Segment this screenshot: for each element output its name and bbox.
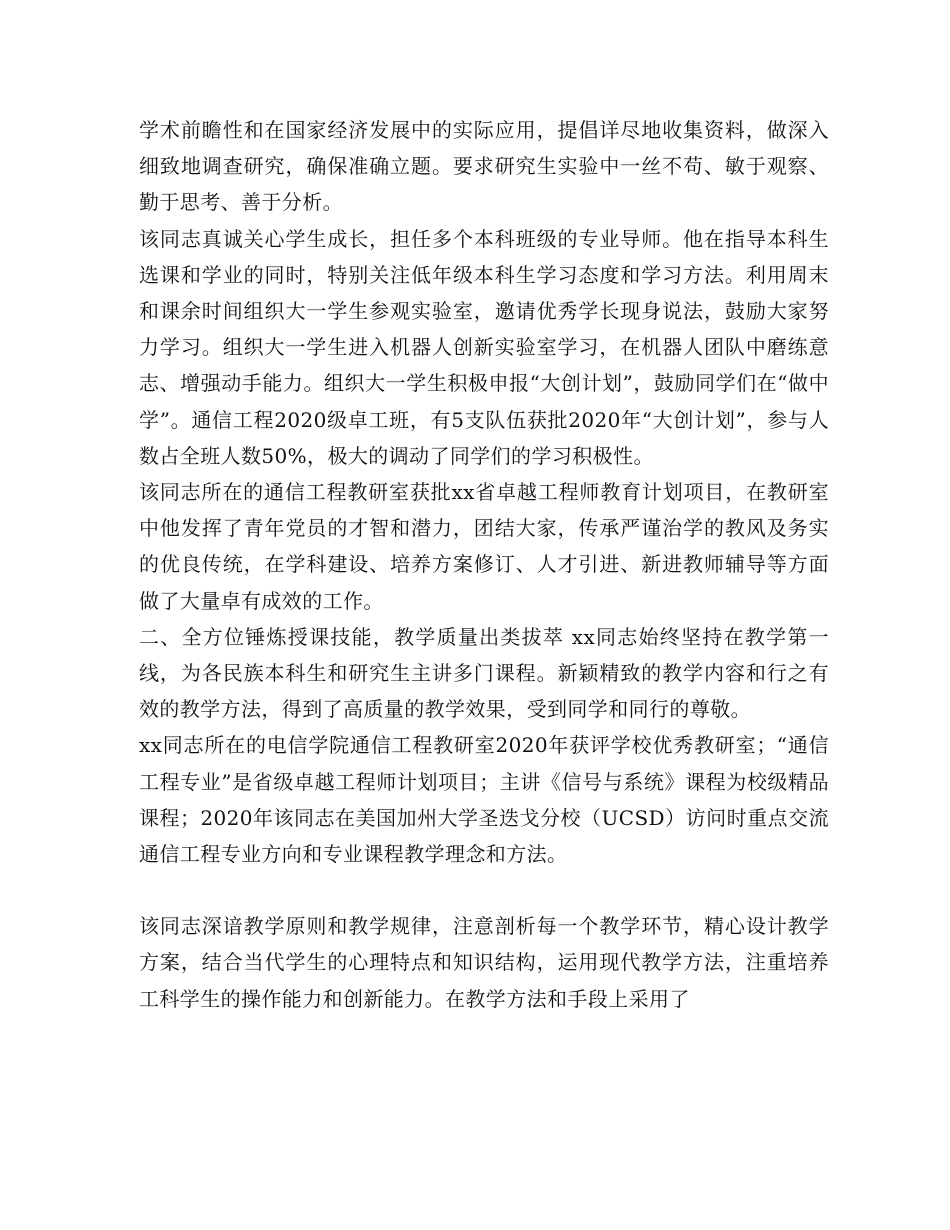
paragraph-teaching-office: 该同志所在的通信工程教研室获批xx省卓越工程师教育计划项目，在教研室中他发挥了青年党员的才智和潜力，团结大家，传承严谨治学的教风及务实的优良传统，在学科建设、培养方案修订、人才引进、新进教师辅导等方面做了大量卓有成效的工作。 [139,480,829,613]
paragraph-teaching-principles: 该同志深谙教学原则和教学规律，注意剖析每一个教学环节，精心设计教学方案，结合当代学生的心理特点和知识结构，运用现代教学方法，注重培养工科学生的操作能力和创新能力。在教学方法和手段上采用了 [139,914,829,1011]
paragraph-student-mentoring: 该同志真诚关心学生成长，担任多个本科班级的专业导师。他在指导本科生选课和学业的同时，特别关注低年级本科生学习态度和学习方法。利用周末和课余时间组织大一学生参观实验室，邀请优秀学长现身说法，鼓励大家努力学习。组织大一学生进入机器人创新实验室学习，在机器人团队中磨练意志、增强动手能力。组织大一学生积极申报“大创计划”，鼓励同学们在“做中学”。通信工程2020级卓工班，有5支队伍获批2020年“大创计划”，参与人数占全班人数50%，极大的调动了同学们的学习积极性。 [139,226,829,468]
paragraph-research-guidance: 学术前瞻性和在国家经济发展中的实际应用，提倡详尽地收集资料，做深入细致地调查研究，确保准确立题。要求研究生实验中一丝不苟、敏于观察、勤于思考、善于分析。 [139,118,829,215]
paragraph-achievements: xx同志所在的电信学院通信工程教研室2020年获评学校优秀教研室；“通信工程专业”是省级卓越工程师计划项目；主讲《信号与系统》课程为校级精品课程；2020年该同志在美国加州大学圣迭戈分校（UCSD）访问时重点交流通信工程专业方向和专业课程教学理念和方法。 [139,733,829,867]
document-body [139,112,829,1017]
paragraph-section-two-heading: 二、全方位锤炼授课技能，教学质量出类拔萃 xx同志始终坚持在教学第一线，为各民族本科生和研究生主讲多门课程。新颖精致的教学内容和行之有效的教学方法，得到了高质量的教学效果，受到同学和同行的尊敬。 [139,624,829,722]
